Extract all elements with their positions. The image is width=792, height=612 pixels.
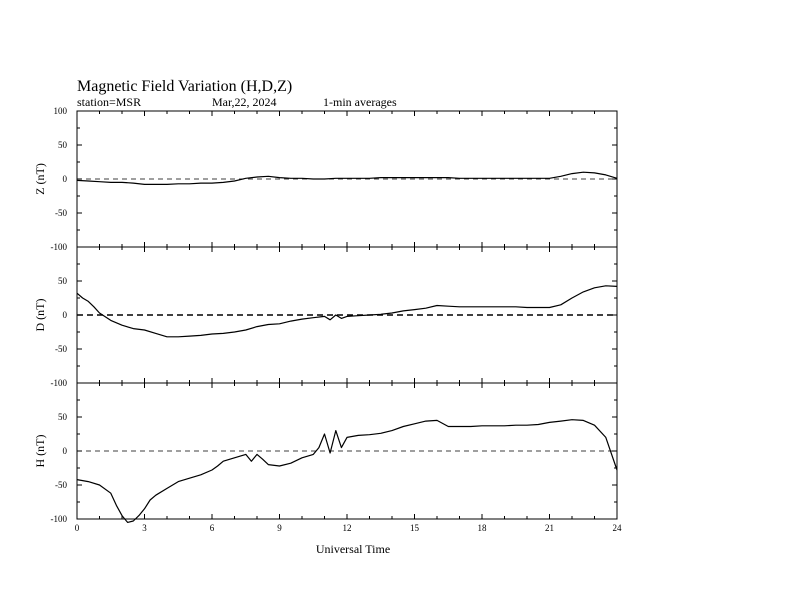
panel-d: [33, 247, 617, 388]
x-tick-label: 0: [74, 523, 80, 533]
y-tick-label: -50: [55, 208, 67, 218]
x-tick-label: 9: [277, 523, 282, 533]
x-tick-label: 3: [142, 523, 147, 533]
date-label: Mar,22, 2024: [212, 95, 277, 109]
y-axis-label: D (nT): [33, 298, 47, 332]
x-tick-label: 15: [410, 523, 419, 533]
y-tick-label: 0: [62, 446, 67, 456]
y-tick-label: 50: [58, 140, 67, 150]
series-line-z: [77, 172, 617, 184]
x-tick-label: 24: [612, 523, 622, 533]
average-label: 1-min averages: [323, 95, 397, 109]
y-tick-label: -100: [50, 242, 67, 252]
y-tick-label: 100: [53, 106, 67, 116]
chart-title: Magnetic Field Variation (H,D,Z): [77, 78, 293, 95]
panels-group: [33, 106, 617, 524]
x-axis: [75, 523, 622, 533]
y-axis-label: Z (nT): [33, 163, 47, 195]
y-tick-label: -50: [55, 480, 67, 490]
x-tick-label: 6: [209, 523, 215, 533]
y-tick-label: -100: [50, 378, 67, 388]
x-tick-label: 18: [477, 523, 487, 533]
panel-h: [33, 383, 617, 524]
series-line-d: [77, 286, 617, 337]
y-tick-label: 50: [58, 412, 67, 422]
y-tick-label: 50: [58, 276, 67, 286]
x-axis-label: Universal Time: [315, 542, 391, 556]
station-label: station=MSR: [77, 95, 142, 109]
y-tick-label: -100: [50, 514, 67, 524]
y-axis-label: H (nT): [33, 434, 47, 468]
y-tick-label: -50: [55, 344, 67, 354]
panel-z: [33, 106, 617, 252]
series-line-h: [77, 420, 617, 523]
x-tick-label: 21: [545, 523, 554, 533]
y-tick-label: 0: [62, 310, 67, 320]
x-tick-label: 12: [342, 523, 352, 533]
y-tick-label: 0: [62, 174, 67, 184]
